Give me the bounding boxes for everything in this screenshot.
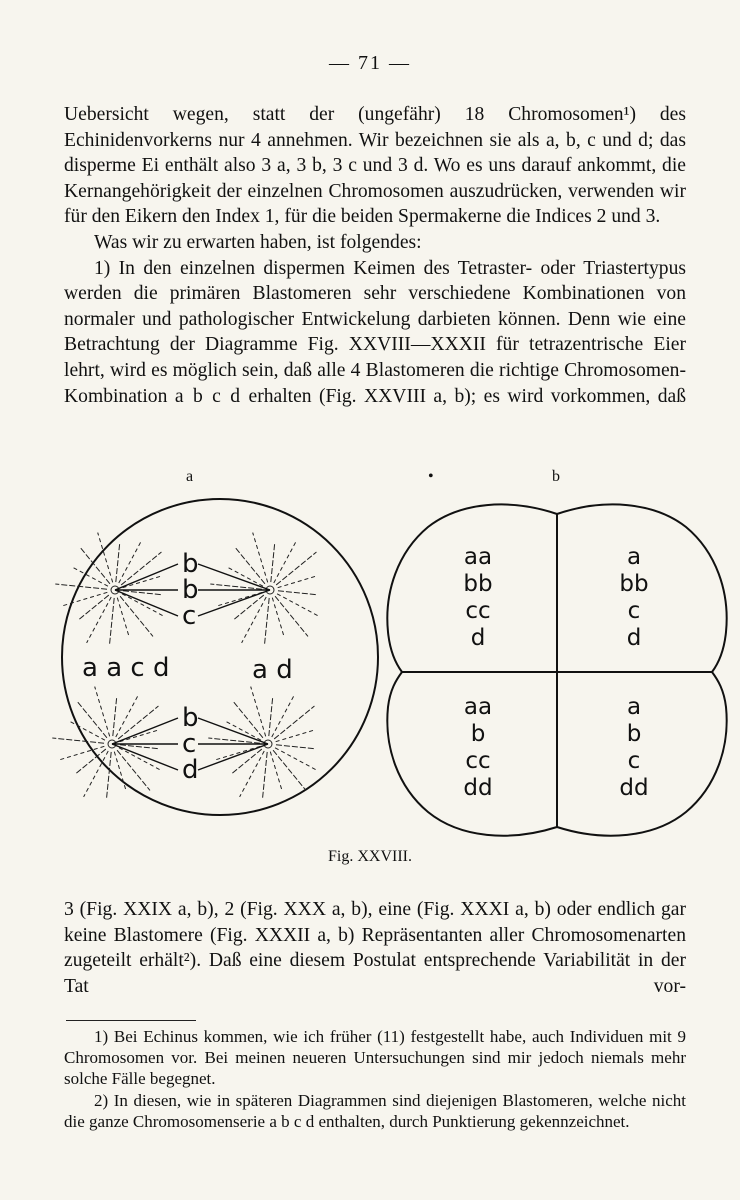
q-tr-2: bb — [619, 571, 649, 597]
figure-caption: Fig. XXVIII. — [328, 848, 412, 865]
group-label-right: a d — [252, 655, 293, 685]
group-label-left: a a c d — [82, 653, 170, 683]
bottom-text — [64, 897, 686, 999]
aster-ray — [236, 548, 265, 584]
aster-ray — [55, 584, 107, 589]
aster-ray — [117, 750, 150, 790]
aster-ray — [275, 596, 308, 636]
aster-ray — [114, 752, 126, 790]
q-br-3: c — [627, 748, 641, 774]
aster-ray — [107, 752, 112, 798]
aster-ray — [251, 687, 266, 737]
aster-ray — [87, 597, 112, 643]
diagram-b — [387, 504, 726, 835]
aster-ray — [116, 696, 138, 737]
figure-label-b: b — [552, 468, 560, 485]
q-br-1: a — [626, 694, 642, 720]
aster-ray — [78, 595, 109, 620]
paragraph-2: Was wir zu erwarten haben, ist folgendes: — [94, 231, 422, 253]
aster-ray — [240, 751, 265, 797]
q-br-2: b — [626, 721, 642, 747]
aster-ray — [274, 706, 314, 739]
aster-ray — [123, 576, 161, 588]
aster-ray — [216, 746, 260, 759]
footnote-1 — [64, 1026, 686, 1089]
bottom-paragraph: 3 (Fig. XXIX a, b), 2 (Fig. XXX a, b), eine (Fig. XXXI a, b) oder endlich gar keine Blastomere (Fig. XXXII a, b) Repräsentanten aller Chromosomenarten zugeteilt erhält²). Daß eine diesem Postulat entsprechende Variabilität in der Tat vor- — [64, 899, 686, 997]
aster-ray — [122, 594, 163, 616]
paragraph-3-text: 1) In den einzelnen dispermen Keimen des Tetraster- oder Triastertypus werden die primären Blastomeren sehr verschiedene Kombinationen von normaler und pathologischer Entwickelung darbieten können. Denn wie eine Betrachtung der Diagramme Fig. XXVIII—XXXII für tetrazentrische Eier lehrt, wird es möglich sein, daß alle 4 Blastomeren die richtige Chromosomen-Kombination — [64, 257, 686, 407]
q-tl-4: d — [470, 625, 486, 651]
aster-ray — [95, 687, 110, 737]
top-text — [64, 102, 686, 409]
footnote-1-text: 1) Bei Echinus kommen, wie ich früher (11) festgestellt habe, auch Individuen mit 9 Chromosomen vor. Bei meinen neueren Untersuchungen sind mir jedoch niemals mehr solche Fälle begegnet. — [64, 1027, 686, 1088]
aster-ray — [120, 730, 158, 742]
aster-ray — [269, 696, 273, 736]
q-tl-1: aa — [463, 544, 493, 570]
q-br-4: dd — [619, 775, 649, 801]
blastomere-bottom-right — [557, 672, 727, 836]
q-tl-3: cc — [465, 598, 491, 624]
aster-ray — [113, 696, 117, 736]
figure-dot: • — [428, 468, 434, 485]
aster-ray — [278, 576, 316, 588]
aster-ray — [265, 598, 270, 644]
q-tr-1: a — [626, 544, 642, 570]
aster-ray — [110, 598, 115, 644]
aster-ray — [277, 594, 318, 616]
aster-ray — [116, 542, 120, 582]
aster-ray — [271, 542, 275, 582]
q-tl-2: bb — [463, 571, 493, 597]
aster-ray — [231, 749, 262, 774]
q-tr-4: d — [626, 625, 642, 651]
aster-ray — [242, 597, 267, 643]
paragraph-3-emph: a b c d — [174, 385, 242, 407]
footnote-2 — [64, 1090, 686, 1132]
aster-ray — [119, 542, 141, 583]
figure-labels — [0, 468, 740, 492]
chromosome-top-2: b — [182, 575, 199, 605]
aster-ray — [120, 596, 153, 636]
footnote-2-text: 2) In diesen, wie in späteren Diagrammen sind diejenigen Blastomeren, welche nicht die ganze Chromosomenserie a b c d enthalten, durch Punktierung gekennzeichnet. — [64, 1091, 686, 1131]
aster-ray — [274, 542, 296, 583]
q-bl-2: b — [470, 721, 486, 747]
page-number: — 71 — — [329, 52, 411, 74]
aster-ray — [81, 548, 110, 584]
aster-ray — [270, 752, 282, 790]
aster-ray — [121, 552, 161, 585]
chromosome-bottom-2: c — [182, 729, 197, 759]
footnote-rule — [66, 1020, 196, 1021]
chromosome-bottom-1: b — [182, 703, 199, 733]
chromosome-top-1: b — [182, 549, 199, 579]
aster-ray — [98, 533, 113, 583]
aster-ray — [120, 745, 160, 749]
aster-ray — [63, 592, 107, 605]
figure-xxviii — [30, 492, 730, 842]
aster-ray — [70, 721, 105, 740]
diagram-a — [52, 499, 378, 815]
aster-ray — [119, 748, 160, 770]
paragraph-3 — [64, 256, 686, 410]
q-tr-3: c — [627, 598, 641, 624]
aster-ray — [272, 598, 284, 636]
aster-ray — [84, 751, 109, 797]
aster-ray — [253, 533, 268, 583]
aster-ray — [276, 552, 316, 585]
paragraph-1: Uebersicht wegen, statt der (ungefähr) 18 Chromosomen¹) des Echinidenvorkerns nur 4 annehmen. Wir bezeichnen sie als a, b, c und d; das disperme Ei enthält also 3 a, 3 b, 3 c und 3 d. Wo es uns darauf ankommt, die Kernangehörigkeit der einzelnen Chromosomen auszudrücken, verwenden wir für den Eikern den Index 1, für die beiden Spermakerne die Indices 2 und 3. — [64, 104, 686, 228]
aster-ray — [275, 748, 316, 770]
q-bl-1: aa — [463, 694, 493, 720]
paragraph-3-end: erhalten (Fig. XXVIII a, b); es wird vorkommen, daß — [248, 385, 686, 407]
aster-ray — [123, 591, 163, 595]
aster-ray — [218, 592, 262, 605]
figure-label-a: a — [186, 468, 194, 485]
aster-ray — [117, 598, 129, 636]
chromosome-top-3: c — [182, 601, 197, 631]
aster-ray — [272, 696, 294, 737]
q-bl-3: cc — [465, 748, 491, 774]
aster-ray — [52, 738, 104, 743]
aster-ray — [276, 730, 314, 742]
aster-ray — [233, 595, 264, 620]
aster-ray — [278, 591, 318, 595]
aster-ray — [73, 567, 108, 586]
q-bl-4: dd — [463, 775, 493, 801]
aster-ray — [263, 752, 268, 798]
aster-ray — [273, 750, 306, 790]
chromosome-bottom-3: d — [182, 755, 199, 785]
aster-ray — [276, 745, 316, 749]
